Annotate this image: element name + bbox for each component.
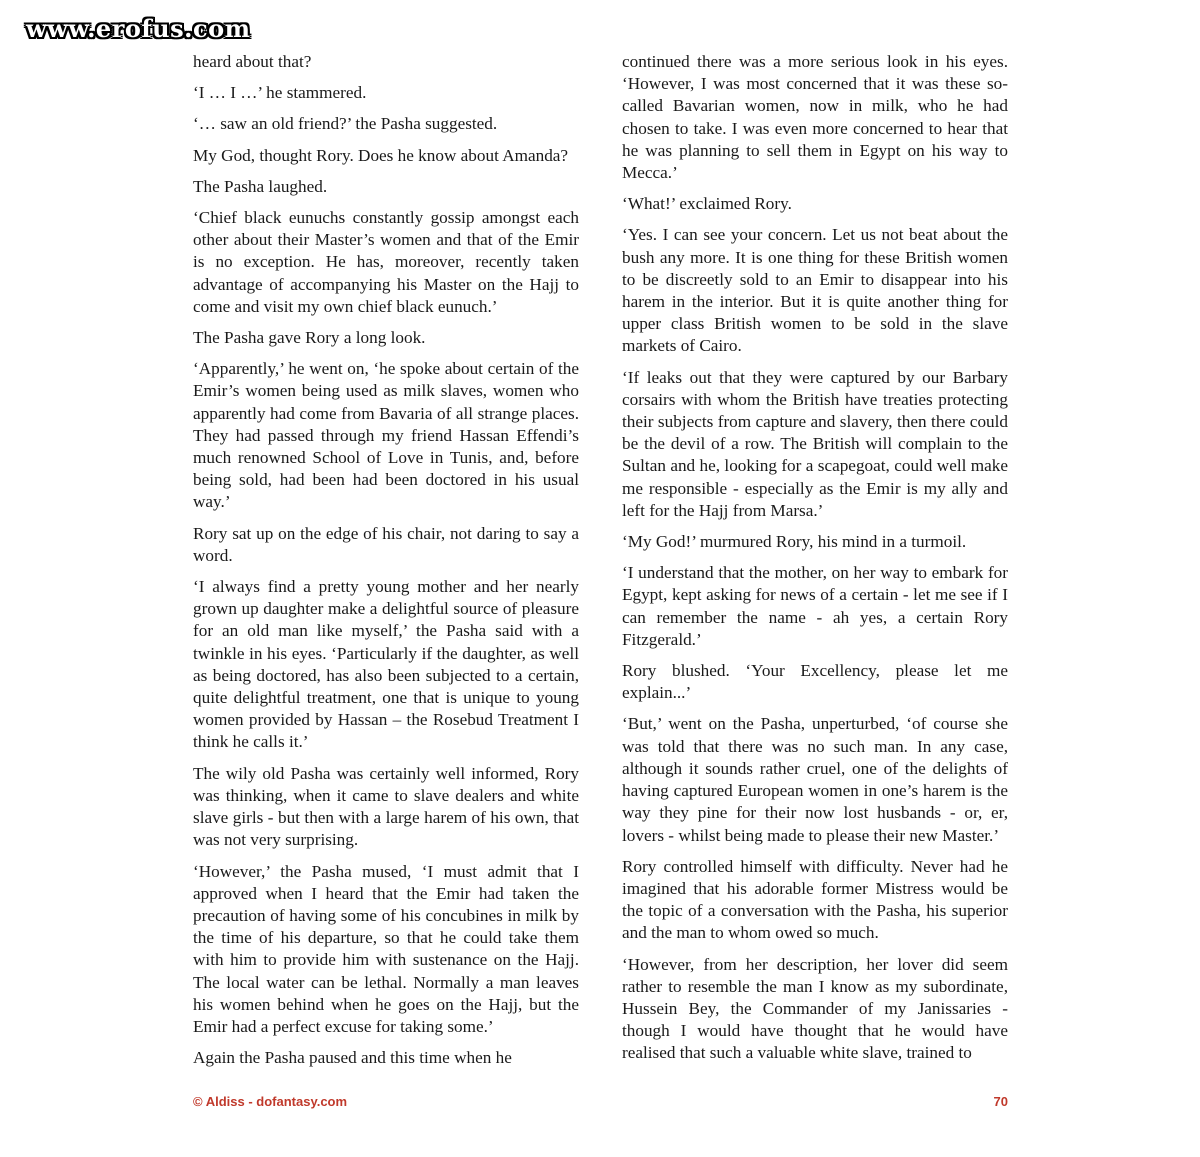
paragraph: Rory sat up on the edge of his chair, not daring to say a word.: [193, 523, 579, 565]
page-footer: [193, 1094, 1008, 1114]
paragraph: ‘Yes. I can see your concern. Let us not beat about the bush any more. It is one thing for these British women to be discreetly sold to an Emir to disappear into his harem in the interior. But it is quite another thing for upper class British women to be sold in the slave markets of Cairo.: [622, 225, 1008, 356]
left-column: [193, 51, 579, 1078]
watermark-text: www.erofus.com: [26, 14, 251, 43]
right-column: [622, 51, 1008, 1074]
paragraph: ‘But,’ went on the Pasha, unperturbed, ‘of course she was told that there was no such man. In any case, although it sounds rather cruel, one of the delights of having captured European women in one’s harem is the way they pine for their now lost husbands - or, er, lovers - whilst being made to please their new Master.’: [622, 714, 1008, 845]
paragraph: ‘However,’ the Pasha mused, ‘I must admit that I approved when I heard that the Emir had taken the precaution of having some of his concubines in milk by the time of his departure, so that he could take them with him to provide him with sustenance on the Hajj. The local water can be lethal. Normally a man leaves his women behind when he goes on the Hajj, but the Emir had a perfect excuse for taking some.’: [193, 861, 579, 1036]
paragraph: Rory controlled himself with difficulty. Never had he imagined that his adorable former Mistress would be the topic of a conversation with the Pasha, his superior and the man to whom owed so much.: [622, 856, 1008, 943]
paragraph: ‘I … I …’ he stammered.: [193, 83, 367, 103]
paragraph: ‘I understand that the mother, on her way to embark for Egypt, kept asking for news of a certain - let me see if I can remember the name - ah yes, a certain Rory Fitzgerald.’: [622, 563, 1008, 649]
paragraph: ‘I always find a pretty young mother and her nearly grown up daughter make a delightful source of pleasure for an old man like myself,’ the Pasha said with a twinkle in his eyes. ‘Particularly if the daughter, as well as being doctored, has also been subjected to a certain, quite delightful treatment, one that is unique to young women provided by Hassan – the Rosebud Treatment I think he calls it.’: [193, 577, 579, 752]
paragraph: continued there was a more serious look in his eyes. ‘However, I was most concerned that it was these so-called Bavarian women, now in milk, who he had chosen to take. I was even more concerned to hear that he was planning to sell them in Egypt on his way to Mecca.’: [622, 52, 1008, 183]
copyright-credit: © Aldiss - dofantasy.com: [193, 1094, 348, 1109]
paragraph: The Pasha gave Rory a long look.: [193, 328, 426, 348]
paragraph: ‘However, from her description, her lover did seem rather to resemble the man I know as my subordinate, Hussein Bey, the Commander of my Janissaries - though I would have thought that he would have realised that such a valuable white slave, trained to: [622, 954, 1008, 1063]
paragraph: Rory blushed. ‘Your Excellency, please let me explain...’: [622, 661, 1008, 703]
paragraph: ‘… saw an old friend?’ the Pasha suggested.: [193, 114, 498, 134]
paragraph: Again the Pasha paused and this time when he: [193, 1048, 512, 1068]
paragraph: ‘Chief black eunuchs constantly gossip amongst each other about their Master’s women and that of the Emir is no exception. He has, moreover, recently taken advantage of accompanying his Master on the Hajj to come and visit my own chief black eunuch.’: [193, 208, 579, 316]
paragraph: ‘If leaks out that they were captured by our Barbary corsairs with whom the British have treaties protecting their subjects from capture and slavery, then there could be the devil of a row. The British will complain to the Sultan and he, looking for a scapegoat, could well make me responsible - especially as the Emir is my ally and left for the Hajj from Marsa.’: [622, 367, 1008, 520]
paragraph: ‘Apparently,’ he went on, ‘he spoke about certain of the Emir’s women being used as milk slaves, women who apparently had come from Bavaria of all strange places. They had passed through my friend Hassan Effendi’s much renowned School of Love in Tunis, and, before being sold, had been had been doctored in his usual way.’: [193, 359, 579, 512]
paragraph: My God, thought Rory. Does he know about Amanda?: [193, 145, 569, 165]
paragraph: heard about that?: [193, 52, 312, 71]
paragraph: ‘What!’ exclaimed Rory.: [622, 194, 792, 214]
paragraph: The wily old Pasha was certainly well informed, Rory was thinking, when it came to slave dealers and white slave girls - but then with a large harem of his own, that was not very surprising.: [193, 763, 579, 850]
paragraph: ‘My God!’ murmured Rory, his mind in a turmoil.: [622, 532, 967, 552]
page-number: 70: [993, 1094, 1008, 1109]
paragraph: The Pasha laughed.: [193, 176, 328, 196]
